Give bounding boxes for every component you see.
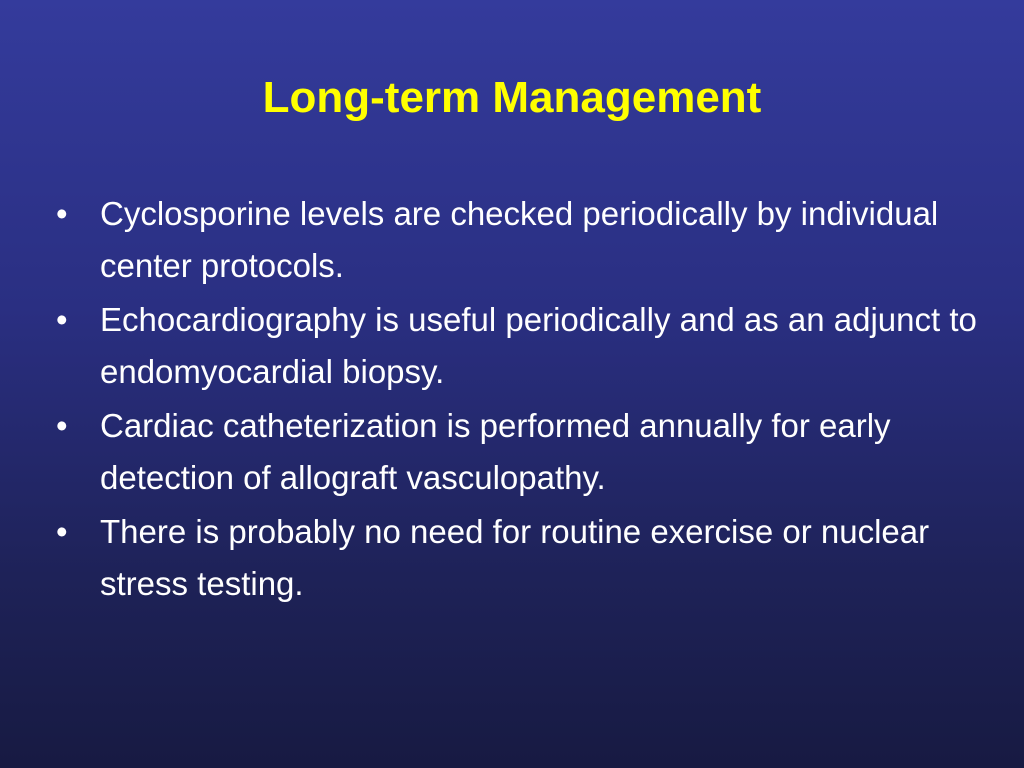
bullet-list: [56, 188, 986, 612]
slide-title: Long-term Management: [262, 73, 762, 122]
bullet-text: Cardiac catheterization is performed annually for early detection of allograft vasculopathy.: [100, 407, 891, 496]
bullet-dot-icon: •: [56, 513, 68, 550]
bullet-item: [56, 188, 986, 292]
bullet-item: [56, 506, 986, 610]
bullet-dot-icon: •: [56, 195, 68, 232]
bullet-text: There is probably no need for routine exercise or nuclear stress testing.: [100, 513, 930, 602]
bullet-item: [56, 400, 986, 504]
bullet-item: [56, 294, 986, 398]
bullet-text: Cyclosporine levels are checked periodically by individual center protocols.: [100, 195, 939, 284]
bullet-dot-icon: •: [56, 301, 68, 338]
bullet-text: Echocardiography is useful periodically and as an adjunct to endomyocardial biopsy.: [100, 301, 977, 390]
bullet-dot-icon: •: [56, 407, 68, 444]
